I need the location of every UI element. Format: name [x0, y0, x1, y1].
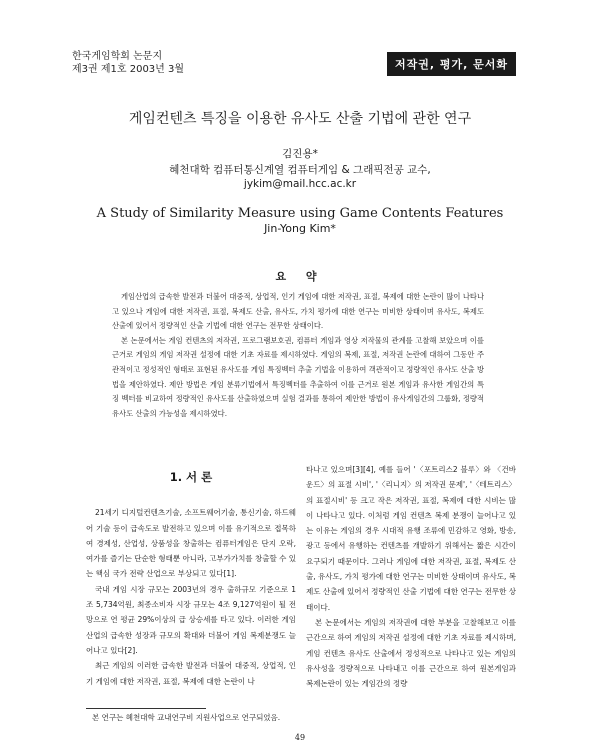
body-paragraph: 21세기 디지털컨텐츠기술, 소프트웨어기술, 통신기술, 하드웨어 기술 등이 급속도로 발전하고 있으며 이를 유기적으로 접목하여 경제성, 산업성, 상품성을 창출하는 컴퓨터게임은 단지 오락, 여가를 즐기는 단순한 형태뿐 아니라, 고부가가치를 창출할 수 있는 핵심 국가 전략 산업으로 부상되고 있다[1].	[86, 508, 296, 579]
category-badge: 저작권, 평가, 문서화	[387, 52, 516, 76]
body-paragraph: 최근 게임의 이러한 급속한 발전과 더불어 대중적, 상업적, 인기 게임에 대한 저작권, 표절, 복제에 대한 논란이 나	[86, 661, 296, 686]
paper-title-korean: 게임컨텐츠 특징을 이용한 유사도 산출 기법에 관한 연구	[128, 111, 472, 127]
body-paragraph: 본 논문에서는 게임의 저작권에 대한 부분을 고찰해보고 이를 근간으로 하여 게임의 저작권 설정에 대한 기초 자료를 제시하며, 게임 컨텐츠 유사도 산출에서 정성적으로 나타나고 있는 게임의 유사성을 정량적으로 나타내고 이를 근간으로 하여 원본게임과 복제논란이 있는 게임간의 정량	[306, 617, 516, 689]
section-heading: 1. 서 론	[169, 470, 213, 484]
journal-issue: 제3권 제1호 2003년 3월	[72, 64, 185, 75]
abstract-paragraph: 본 논문에서는 게임 컨텐츠의 저작권, 프로그램보호권, 컴퓨터 게임과 영상 저작물의 관계를 고찰해 보았으며 이를 근거로 게임의 게임 저작권 설정에 대한 기초 자료를 제시하였다. 게임의 복제, 표절, 저작권 논란에 대하여 그동안 주관적이고 정성적인 형태로 표현된 유사도를 게임 특징벡터 추출 기법을 이용하여 객관적이고 정량적인 유사도 산출 방법을 제안하였다. 제안 방법은 게임 분류기법에서 특징벡터를 추출하여 이를 근거로 원본 게임과 유사한 게임간의 특징 벡터를 비교하여 정량적인 유사도를 산출하였으며 실험 결과를 통하여 제안한 방법이 유사게임간의 그룹화, 정량적 유사도 산출의 가능성을 제시하였다.	[112, 335, 484, 418]
journal-name: 한국게임학회 논문지	[72, 51, 163, 62]
footnote: 본 연구는 혜천대학 교내연구비 지원사업으로 연구되었음.	[92, 713, 281, 722]
body-paragraph: 국내 게임 시장 규모는 2003년의 경우 출하규모 기준으로 1조 5,734억원, 최종소비자 시장 규모는 4조 9,127억원이 될 전망으로 연 평균 29%이상의 급 상승세를 타고 있다. 이러한 게임 산업의 급속한 성장과 규모의 확대와 더불어 게임 복제분쟁도 늘어나고 있다[2].	[86, 584, 296, 655]
body-column-right	[306, 462, 516, 691]
paper-title-english: A Study of Similarity Measure using Game Contents Features	[96, 206, 504, 221]
author-affiliation: 혜천대학 컴퓨터통신계열 컴퓨터게임 & 그래픽전공 교수,	[169, 164, 431, 176]
abstract-body	[112, 290, 484, 421]
abstract-heading: 요 약	[275, 270, 325, 283]
footnote-divider	[86, 708, 206, 709]
abstract-paragraph: 게임산업의 급속한 발전과 더불어 대중적, 상업적, 인기 게임에 대한 저작권, 표절, 복제에 대한 논란이 많이 나타나고 있으나 게임에 대한 저작권, 표절, 복제도 산출, 유사도, 가치 평가에 대한 연구는 미비한 상태이며 유사도, 복제도 산출에 있어서 정량적인 산출 기법에 대한 연구는 전무한 상태이다.	[112, 292, 484, 331]
author-email: jykim@mail.hcc.ac.kr	[243, 178, 357, 190]
body-paragraph: 타나고 있으며[3][4], 예를 들어 '〈포트리스2 블루〉와 〈건바운드〉의 표절 시비', '〈리니지〉의 저작권 문제', '〈테트리스〉의 표절시비' 등 크고 작은 저작권, 표절, 복제에 대한 시비는 많이 나타나고 있다. 이처럼 게임 컨텐츠 복제 분쟁이 늘어나고 있는 이유는 게임의 경우 시대적 유행 조류에 민감하고 영화, 방송, 광고 등에서 유행하는 컨텐츠를 개발하기 위해서는 짧은 시간이 요구되기 때문이다. 그러나 게임에 대한 저작권, 표절, 복제도 산출, 유사도, 가치 평가에 대한 연구는 미비한 상태이며 유사도, 복제도 산출에 있어서 정량적인 산출 기법에 대한 연구는 전무한 상태이다.	[306, 465, 516, 612]
author-name-korean: 김진용*	[282, 148, 318, 160]
journal-info	[72, 50, 184, 76]
page-number: 49	[294, 733, 306, 742]
body-column-left	[86, 462, 296, 689]
author-name-english: Jin-Yong Kim*	[264, 222, 336, 235]
